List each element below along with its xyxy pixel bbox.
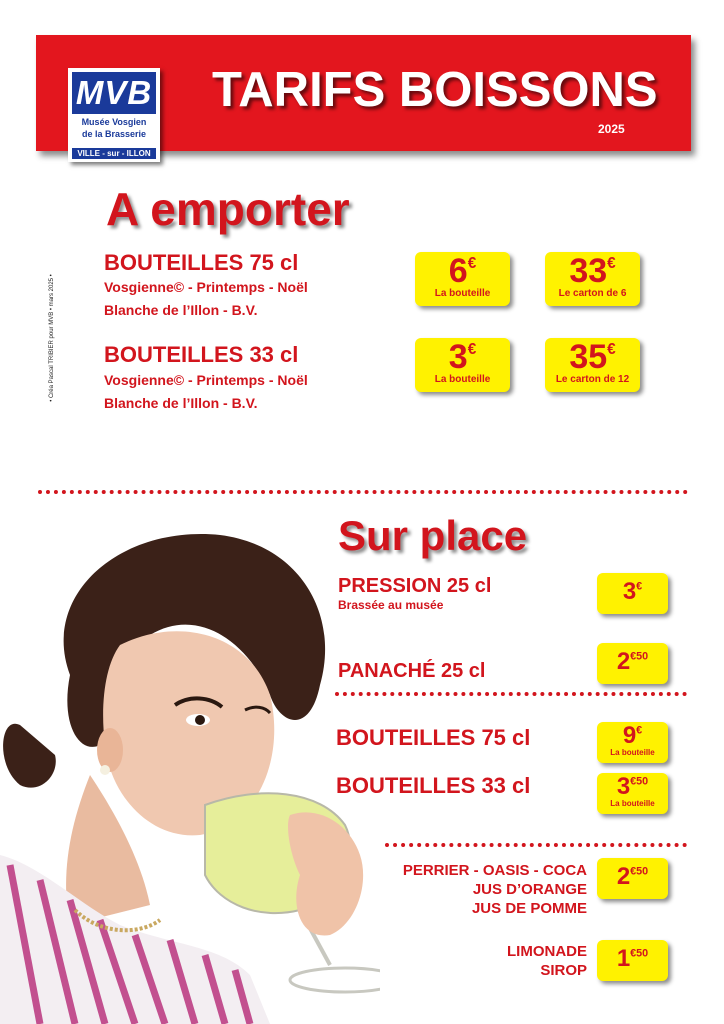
price-emporter-33-bottle: 3€ La bouteille <box>415 338 510 392</box>
emporter-75-sub1: Vosgienne© - Printemps - Noël <box>104 279 308 295</box>
divider-2 <box>335 692 687 696</box>
price-emporter-75-carton: 33€ Le carton de 6 <box>545 252 640 306</box>
emporter-75-title: BOUTEILLES 75 cl <box>104 250 299 275</box>
divider-1 <box>38 490 688 494</box>
price-panache: $2^{€50}$ <box>597 643 668 684</box>
price-limo: $1^{€50}$ <box>597 940 668 981</box>
mvb-logo <box>68 68 160 162</box>
softs-line-1: PERRIER - OASIS - COCA <box>402 862 587 879</box>
surplace-33-title: BOUTEILLES 33 cl <box>336 773 531 798</box>
year-label: 2025 <box>598 122 625 136</box>
price-emporter-33-carton: 35€ Le carton de 12 <box>545 338 640 392</box>
heading-sur-place: Sur place <box>338 512 528 559</box>
price-pression: 3€ <box>597 573 668 614</box>
price-emporter-75-bottle: 6€ La bouteille <box>415 252 510 306</box>
logo-brand: MVB <box>75 74 153 111</box>
page-title: TARIFS BOISSONS <box>212 63 658 117</box>
limo-line-2: SIROP <box>540 962 587 979</box>
price-surplace-33: $3^{€50}$ La bouteille <box>597 773 668 814</box>
price-softs: $2^{€50}$ <box>597 858 668 899</box>
pression-title: PRESSION 25 cl <box>338 575 492 597</box>
divider-3 <box>385 843 687 847</box>
pression-sub: Brassée au musée <box>338 598 444 612</box>
softs-line-3: JUS DE POMME <box>471 900 587 917</box>
emporter-75-sub2: Blanche de l’Illon - B.V. <box>104 302 258 318</box>
logo-line-2: de la Brasserie <box>81 129 147 139</box>
emporter-33-title: BOUTEILLES 33 cl <box>104 342 299 367</box>
side-credit: • Créa Pascal TRIBIER pour MVB • mars 2025 • <box>49 274 55 402</box>
limo-line-1: LIMONADE <box>507 943 587 960</box>
heading-emporter: A emporter <box>106 183 350 235</box>
emporter-33-sub2: Blanche de l’Illon - B.V. <box>104 395 258 411</box>
price-surplace-75: 9€ La bouteille <box>597 722 668 763</box>
logo-line-1: Musée Vosgien <box>81 117 147 127</box>
logo-badge <box>72 72 156 114</box>
softs-line-2: JUS D’ORANGE <box>472 881 587 898</box>
logo-line-3: VILLE - sur - ILLON <box>72 148 156 159</box>
panache-title: PANACHÉ 25 cl <box>338 660 486 682</box>
surplace-75-title: BOUTEILLES 75 cl <box>336 725 531 750</box>
emporter-33-sub1: Vosgienne© - Printemps - Noël <box>104 372 308 388</box>
